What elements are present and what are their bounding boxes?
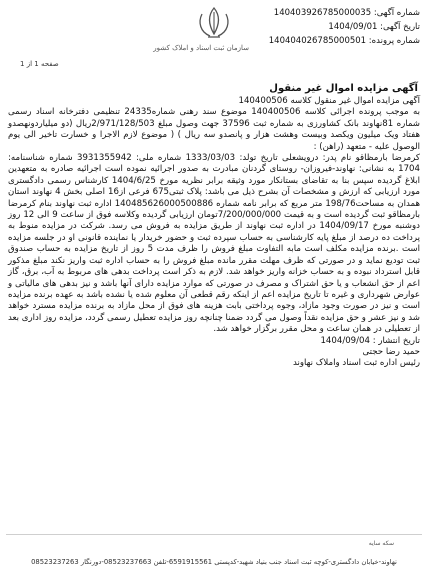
notice-body — [8, 96, 420, 370]
publish-date: تاریخ انتشار : 1404/09/04 — [320, 335, 420, 346]
ad-number: 140403926785000035 — [273, 8, 372, 18]
ad-number-label: شماره آگهی: — [373, 8, 420, 18]
ad-number-row — [270, 6, 420, 20]
signatory-title: رئیس اداره ثبت اسناد واملاک نهاوند — [292, 358, 420, 369]
ad-date-row — [270, 20, 420, 34]
notice-heading-line: آگهی مزایده اموال غیر منقول کلاسه 140400506 — [238, 96, 420, 106]
footer-divider — [6, 534, 422, 535]
ad-meta — [270, 6, 420, 48]
ad-date-label: تاریخ آگهی: — [380, 22, 420, 32]
footer-stamp: سکه سایه — [368, 540, 394, 547]
signatory-name: حمید رضا حجتی — [362, 346, 420, 357]
header-emblem — [153, 4, 249, 52]
footer-address: نهاوند-خیابان دادگستری-کوچه ثبت اسناد جنب بنیاد شهید-کدپستی 6591915561-تلفن 08523237663-دورنگار 08523237263 — [31, 558, 397, 566]
notice-paragraph: به موجب پرونده اجرائی کلاسه 140400506 موضوع سند رهنی شماره24335 تنظیمی دفترخانه اسناد رسمی شماره 81نهاوند بانک کشاورزی به شماره ثبت 37596 جهت وصول مبلغ 2/971/128/503ریال (دو میلیاردونهصدو هفتاد ویک میلیون ویکصد وبیست وهشت هزار و پانصدو سه ریال ) ( موضوع لازم الاجرا و خسارت تاخیر الی یوم الوصول علیه - متعهد (راهن) : — [8, 107, 421, 152]
notice-title: آگهی مزایده اموال غیر منقول — [269, 83, 418, 94]
notice-paragraph: کرمرضا بارمظاقو نام پدر: درویشعلی تاریخ تولد: 1333/03/03 شماره ملی: 3931355942 شماره شناسنامه: 1704 به نشانی: نهاوند-فیروزان- روستای گردنان مبادرت به صدور اجرائیه نموده است اجرائیه صادره به متعهدین ابلاغ گردیده سپس بنا به تقاضای بستانکار مورد وثیقه برابر نظریه مورخ 1404/6/25 کارشناس رسمی دادگستری مورد ارزیابی که ارزش و مشخصات آن بشرح ذیل می باشد: پلاک ثبتی675 فرعی از16 اصلی بخش 4 نهاوند استان همدان به مساحت198/76 متر مربع که برابر نامه شماره 140485626000500886 اداره ثبت نهاوند بنام کرمرضا بارمظاقو ثبت گردیده است و به قیمت 7/200/000/000تومان ارزیابی گردیده وکلاسه فوق از ساعت 9 الی 12 روز دوشنبه مورخ 1404/09/17 در اداره ثبت نهاوند از طریق مزایده به فروش می رسد. شرکت در مزایده منوط به پرداخت ده درصد از مبلغ پایه کارشناسی به حساب سپرده ثبت و حضور خریدار یا نماینده قانونی او در جلسه مزایده است .برنده مزایده مکلف است مابه التفاوت مبلغ فروش را ظرف مدت 5 روز از تاریخ مزایده به حساب صندوق ثبت تودیع نماید و در صورتی که ظرف مهلت مقرر مانده مبلغ فروش را به حساب اداره ثبت واریز نکند مبلغ مذکور قابل استرداد نبوده و به حساب خزانه واریز خواهد شد. لازم به ذکر است پرداخت بدهی های مربوط به آب، برق، گاز اعم از حق انشعاب و یا حق اشتراک و مصرف در صورتی که موارد مزایده دارای آنها باشد و نیز بدهی های مالیاتی و عوارض شهرداری و غیره تا تاریخ مزایده اعم از اینکه رقم قطعی آن معلوم شده یا نشده باشد به عهده برنده مزایده است و نیز در صورت وجود مازاد، وجوه پرداختی بابت هزینه های فوق از محل مازاد به برنده مزایده مسترد خواهد شد و نیز عشر و حق مزایده نقداً وصول می گردد ضمنا چنانچه روز مزایده تعطیل رسمی گردد، مزایده روز اداری بعد از تعطیلی در همان ساعت و محل مقرر برگزار خواهد شد. — [8, 153, 420, 335]
iran-emblem-icon — [194, 4, 234, 42]
file-number-row — [270, 34, 420, 48]
page-indicator: صفحه 1 از 1 — [20, 60, 59, 68]
file-number: 140404026785000501 — [268, 36, 367, 46]
file-number-label: شماره پرونده: — [368, 36, 420, 46]
ad-date: 1404/09/01 — [328, 22, 378, 32]
org-name: سازمان ثبت اسناد و املاک کشور — [153, 44, 249, 52]
